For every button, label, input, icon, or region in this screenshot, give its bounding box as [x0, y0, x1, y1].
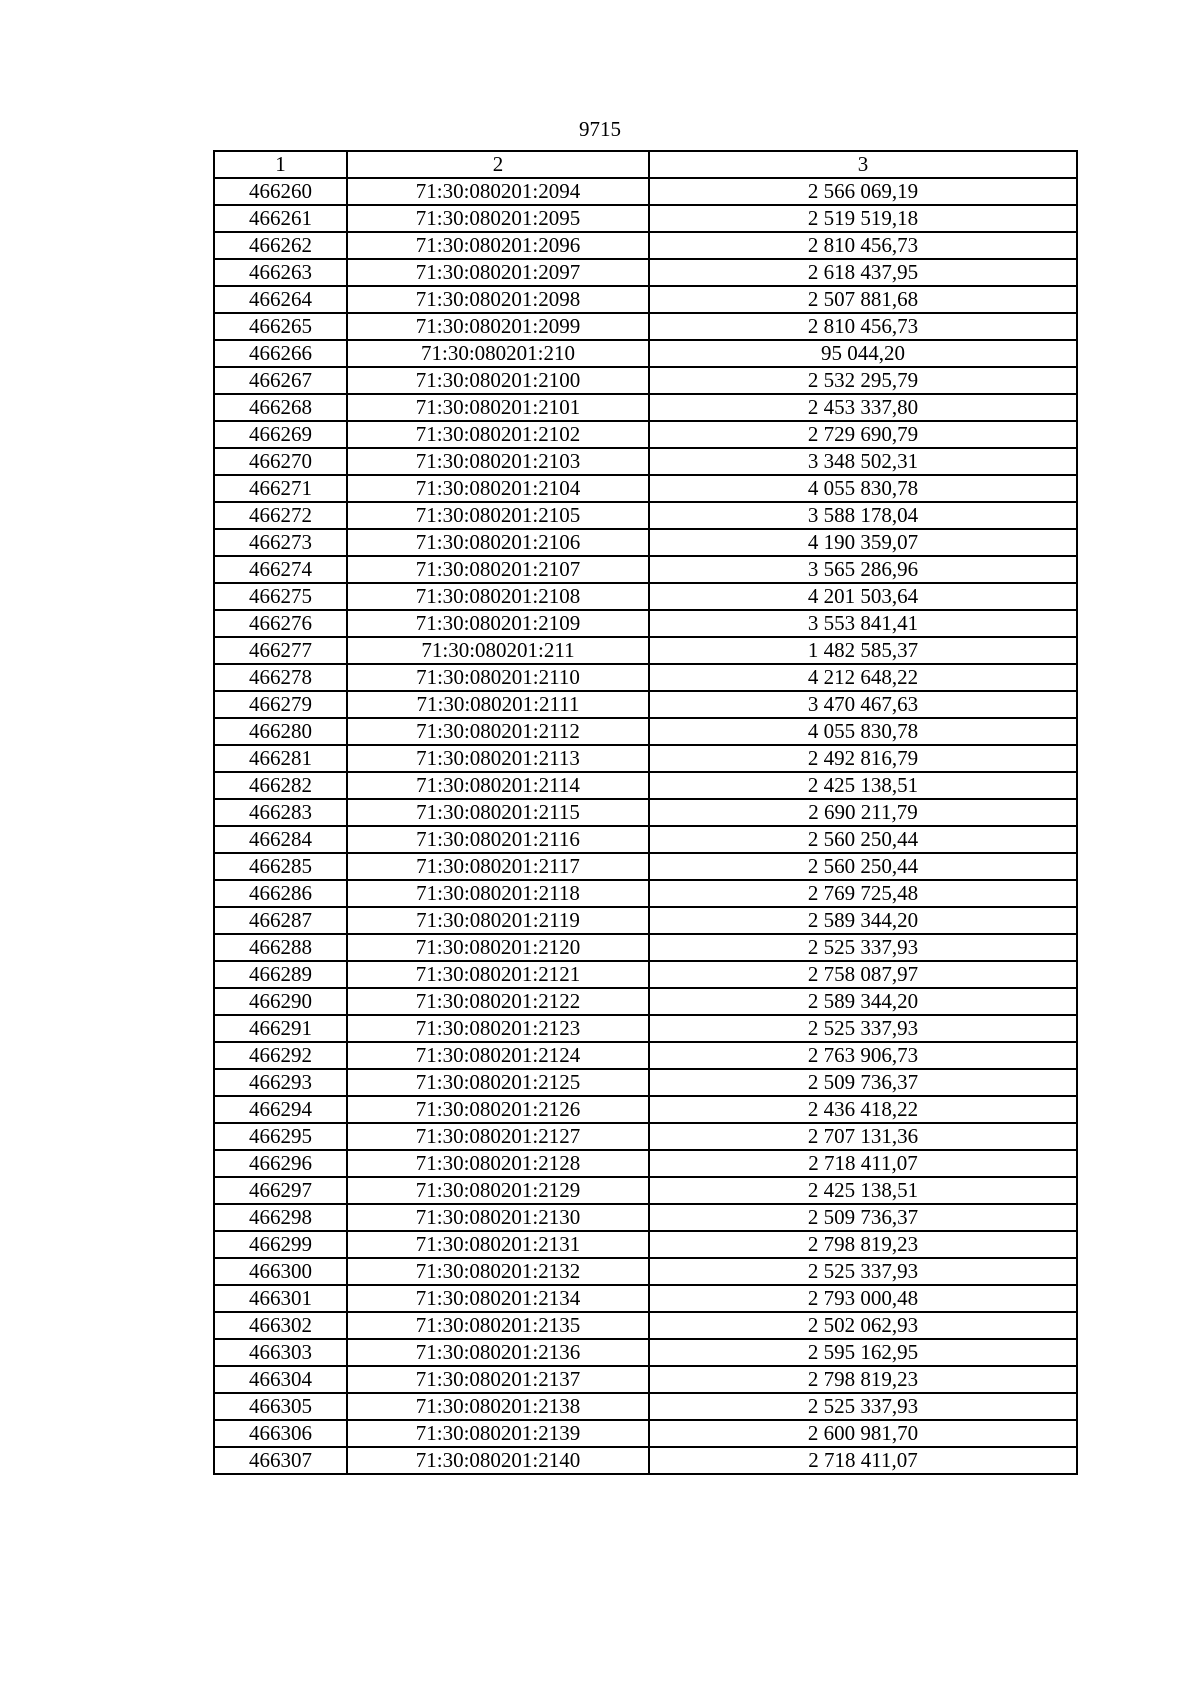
value-cell: 2 798 819,23 — [649, 1366, 1077, 1393]
value-cell: 2 763 906,73 — [649, 1042, 1077, 1069]
cadastral-number-cell: 71:30:080201:2102 — [347, 421, 649, 448]
value-cell: 2 589 344,20 — [649, 988, 1077, 1015]
table-row — [214, 880, 1077, 907]
column-header-2: 2 — [347, 151, 649, 178]
cadastral-number-cell: 71:30:080201:2129 — [347, 1177, 649, 1204]
cadastral-number-cell: 71:30:080201:2113 — [347, 745, 649, 772]
value-cell: 2 507 881,68 — [649, 286, 1077, 313]
cadastral-number-cell: 71:30:080201:2105 — [347, 502, 649, 529]
table-row — [214, 745, 1077, 772]
value-cell: 2 595 162,95 — [649, 1339, 1077, 1366]
row-number-cell: 466277 — [214, 637, 347, 664]
value-cell: 4 055 830,78 — [649, 718, 1077, 745]
cadastral-number-cell: 71:30:080201:2131 — [347, 1231, 649, 1258]
row-number-cell: 466274 — [214, 556, 347, 583]
value-cell: 2 492 816,79 — [649, 745, 1077, 772]
table-row — [214, 259, 1077, 286]
row-number-cell: 466292 — [214, 1042, 347, 1069]
value-cell: 4 201 503,64 — [649, 583, 1077, 610]
cadastral-number-cell: 71:30:080201:2110 — [347, 664, 649, 691]
value-cell: 2 525 337,93 — [649, 1015, 1077, 1042]
value-cell: 2 690 211,79 — [649, 799, 1077, 826]
cadastral-number-cell: 71:30:080201:2140 — [347, 1447, 649, 1474]
row-number-cell: 466264 — [214, 286, 347, 313]
value-cell: 4 212 648,22 — [649, 664, 1077, 691]
table-row — [214, 1447, 1077, 1474]
value-cell: 2 509 736,37 — [649, 1204, 1077, 1231]
table-row — [214, 718, 1077, 745]
cadastral-number-cell: 71:30:080201:2136 — [347, 1339, 649, 1366]
table-row — [214, 475, 1077, 502]
value-cell: 2 729 690,79 — [649, 421, 1077, 448]
cadastral-number-cell: 71:30:080201:2101 — [347, 394, 649, 421]
value-cell: 3 588 178,04 — [649, 502, 1077, 529]
cadastral-number-cell: 71:30:080201:2119 — [347, 907, 649, 934]
cadastral-number-cell: 71:30:080201:211 — [347, 637, 649, 664]
cadastral-number-cell: 71:30:080201:2100 — [347, 367, 649, 394]
cadastral-number-cell: 71:30:080201:2095 — [347, 205, 649, 232]
cadastral-number-cell: 71:30:080201:2099 — [347, 313, 649, 340]
table-row — [214, 1393, 1077, 1420]
value-cell: 2 425 138,51 — [649, 1177, 1077, 1204]
table-row — [214, 1069, 1077, 1096]
table-row — [214, 853, 1077, 880]
table-row — [214, 1150, 1077, 1177]
table-row — [214, 232, 1077, 259]
row-number-cell: 466271 — [214, 475, 347, 502]
value-cell: 3 553 841,41 — [649, 610, 1077, 637]
cadastral-number-cell: 71:30:080201:2115 — [347, 799, 649, 826]
value-cell: 2 532 295,79 — [649, 367, 1077, 394]
table-row — [214, 529, 1077, 556]
value-cell: 2 810 456,73 — [649, 313, 1077, 340]
table-row — [214, 205, 1077, 232]
value-cell: 2 793 000,48 — [649, 1285, 1077, 1312]
table-row — [214, 448, 1077, 475]
row-number-cell: 466265 — [214, 313, 347, 340]
row-number-cell: 466262 — [214, 232, 347, 259]
row-number-cell: 466279 — [214, 691, 347, 718]
row-number-cell: 466283 — [214, 799, 347, 826]
value-cell: 2 560 250,44 — [649, 826, 1077, 853]
cadastral-number-cell: 71:30:080201:2138 — [347, 1393, 649, 1420]
cadastral-number-cell: 71:30:080201:2123 — [347, 1015, 649, 1042]
value-cell: 2 566 069,19 — [649, 178, 1077, 205]
row-number-cell: 466272 — [214, 502, 347, 529]
value-cell: 3 470 467,63 — [649, 691, 1077, 718]
table-row — [214, 556, 1077, 583]
cadastral-number-cell: 71:30:080201:210 — [347, 340, 649, 367]
table-row — [214, 1177, 1077, 1204]
table-row — [214, 637, 1077, 664]
table-row — [214, 1420, 1077, 1447]
value-cell: 2 718 411,07 — [649, 1447, 1077, 1474]
cadastral-number-cell: 71:30:080201:2107 — [347, 556, 649, 583]
cadastral-number-cell: 71:30:080201:2103 — [347, 448, 649, 475]
value-cell: 2 509 736,37 — [649, 1069, 1077, 1096]
table-row — [214, 1339, 1077, 1366]
table-row — [214, 1204, 1077, 1231]
cadastral-number-cell: 71:30:080201:2104 — [347, 475, 649, 502]
row-number-cell: 466286 — [214, 880, 347, 907]
value-cell: 2 589 344,20 — [649, 907, 1077, 934]
page-number: 9715 — [579, 117, 621, 141]
cadastral-number-cell: 71:30:080201:2108 — [347, 583, 649, 610]
table-row — [214, 1042, 1077, 1069]
table-row — [214, 934, 1077, 961]
value-cell: 2 758 087,97 — [649, 961, 1077, 988]
table-row — [214, 907, 1077, 934]
row-number-cell: 466307 — [214, 1447, 347, 1474]
row-number-cell: 466293 — [214, 1069, 347, 1096]
table-row — [214, 691, 1077, 718]
row-number-cell: 466295 — [214, 1123, 347, 1150]
row-number-cell: 466270 — [214, 448, 347, 475]
cadastral-number-cell: 71:30:080201:2122 — [347, 988, 649, 1015]
row-number-cell: 466263 — [214, 259, 347, 286]
cadastral-number-cell: 71:30:080201:2137 — [347, 1366, 649, 1393]
table-row — [214, 664, 1077, 691]
value-cell: 2 718 411,07 — [649, 1150, 1077, 1177]
cadastral-number-cell: 71:30:080201:2117 — [347, 853, 649, 880]
row-number-cell: 466299 — [214, 1231, 347, 1258]
value-cell: 2 436 418,22 — [649, 1096, 1077, 1123]
cadastral-number-cell: 71:30:080201:2139 — [347, 1420, 649, 1447]
cadastral-number-cell: 71:30:080201:2125 — [347, 1069, 649, 1096]
row-number-cell: 466291 — [214, 1015, 347, 1042]
row-number-cell: 466276 — [214, 610, 347, 637]
table-row — [214, 1285, 1077, 1312]
table-row — [214, 1231, 1077, 1258]
row-number-cell: 466305 — [214, 1393, 347, 1420]
row-number-cell: 466298 — [214, 1204, 347, 1231]
cadastral-number-cell: 71:30:080201:2130 — [347, 1204, 649, 1231]
table-row — [214, 583, 1077, 610]
value-cell: 1 482 585,37 — [649, 637, 1077, 664]
row-number-cell: 466284 — [214, 826, 347, 853]
table-row — [214, 340, 1077, 367]
cadastral-number-cell: 71:30:080201:2114 — [347, 772, 649, 799]
row-number-cell: 466301 — [214, 1285, 347, 1312]
value-cell: 2 502 062,93 — [649, 1312, 1077, 1339]
data-table — [213, 150, 1078, 1475]
row-number-cell: 466288 — [214, 934, 347, 961]
row-number-cell: 466297 — [214, 1177, 347, 1204]
cadastral-number-cell: 71:30:080201:2128 — [347, 1150, 649, 1177]
row-number-cell: 466261 — [214, 205, 347, 232]
value-cell: 3 565 286,96 — [649, 556, 1077, 583]
table-row — [214, 502, 1077, 529]
value-cell: 2 560 250,44 — [649, 853, 1077, 880]
cadastral-number-cell: 71:30:080201:2127 — [347, 1123, 649, 1150]
table-row — [214, 799, 1077, 826]
table-row — [214, 1258, 1077, 1285]
table-row — [214, 610, 1077, 637]
row-number-cell: 466296 — [214, 1150, 347, 1177]
value-cell: 2 525 337,93 — [649, 1258, 1077, 1285]
cadastral-number-cell: 71:30:080201:2094 — [347, 178, 649, 205]
cadastral-number-cell: 71:30:080201:2111 — [347, 691, 649, 718]
value-cell: 2 525 337,93 — [649, 934, 1077, 961]
row-number-cell: 466303 — [214, 1339, 347, 1366]
column-header-1: 1 — [214, 151, 347, 178]
row-number-cell: 466273 — [214, 529, 347, 556]
row-number-cell: 466268 — [214, 394, 347, 421]
row-number-cell: 466278 — [214, 664, 347, 691]
row-number-cell: 466281 — [214, 745, 347, 772]
row-number-cell: 466289 — [214, 961, 347, 988]
row-number-cell: 466266 — [214, 340, 347, 367]
value-cell: 95 044,20 — [649, 340, 1077, 367]
value-cell: 2 810 456,73 — [649, 232, 1077, 259]
value-cell: 4 190 359,07 — [649, 529, 1077, 556]
cadastral-number-cell: 71:30:080201:2097 — [347, 259, 649, 286]
value-cell: 2 618 437,95 — [649, 259, 1077, 286]
row-number-cell: 466267 — [214, 367, 347, 394]
table-row — [214, 826, 1077, 853]
row-number-cell: 466300 — [214, 1258, 347, 1285]
value-cell: 4 055 830,78 — [649, 475, 1077, 502]
table-row — [214, 286, 1077, 313]
cadastral-number-cell: 71:30:080201:2120 — [347, 934, 649, 961]
table-row — [214, 313, 1077, 340]
table-body — [214, 178, 1077, 1474]
cadastral-number-cell: 71:30:080201:2098 — [347, 286, 649, 313]
value-cell: 2 425 138,51 — [649, 772, 1077, 799]
value-cell: 3 348 502,31 — [649, 448, 1077, 475]
table-row — [214, 421, 1077, 448]
cadastral-number-cell: 71:30:080201:2118 — [347, 880, 649, 907]
table-row — [214, 772, 1077, 799]
value-cell: 2 519 519,18 — [649, 205, 1077, 232]
row-number-cell: 466287 — [214, 907, 347, 934]
value-cell: 2 707 131,36 — [649, 1123, 1077, 1150]
table-row — [214, 1312, 1077, 1339]
cadastral-number-cell: 71:30:080201:2109 — [347, 610, 649, 637]
table-row — [214, 178, 1077, 205]
table-row — [214, 1096, 1077, 1123]
cadastral-number-cell: 71:30:080201:2124 — [347, 1042, 649, 1069]
table-row — [214, 1015, 1077, 1042]
row-number-cell: 466290 — [214, 988, 347, 1015]
row-number-cell: 466269 — [214, 421, 347, 448]
table-row — [214, 961, 1077, 988]
cadastral-number-cell: 71:30:080201:2126 — [347, 1096, 649, 1123]
cadastral-number-cell: 71:30:080201:2106 — [347, 529, 649, 556]
value-cell: 2 769 725,48 — [649, 880, 1077, 907]
row-number-cell: 466294 — [214, 1096, 347, 1123]
cadastral-number-cell: 71:30:080201:2121 — [347, 961, 649, 988]
column-header-3: 3 — [649, 151, 1077, 178]
row-number-cell: 466282 — [214, 772, 347, 799]
table-row — [214, 1123, 1077, 1150]
row-number-cell: 466302 — [214, 1312, 347, 1339]
value-cell: 2 798 819,23 — [649, 1231, 1077, 1258]
table-row — [214, 394, 1077, 421]
value-cell: 2 453 337,80 — [649, 394, 1077, 421]
table-header-row — [214, 151, 1077, 178]
cadastral-number-cell: 71:30:080201:2116 — [347, 826, 649, 853]
cadastral-number-cell: 71:30:080201:2112 — [347, 718, 649, 745]
cadastral-number-cell: 71:30:080201:2135 — [347, 1312, 649, 1339]
row-number-cell: 466275 — [214, 583, 347, 610]
cadastral-number-cell: 71:30:080201:2134 — [347, 1285, 649, 1312]
table-row — [214, 988, 1077, 1015]
row-number-cell: 466285 — [214, 853, 347, 880]
row-number-cell: 466304 — [214, 1366, 347, 1393]
value-cell: 2 600 981,70 — [649, 1420, 1077, 1447]
table-row — [214, 367, 1077, 394]
cadastral-number-cell: 71:30:080201:2132 — [347, 1258, 649, 1285]
row-number-cell: 466306 — [214, 1420, 347, 1447]
cadastral-number-cell: 71:30:080201:2096 — [347, 232, 649, 259]
row-number-cell: 466280 — [214, 718, 347, 745]
row-number-cell: 466260 — [214, 178, 347, 205]
table-row — [214, 1366, 1077, 1393]
value-cell: 2 525 337,93 — [649, 1393, 1077, 1420]
